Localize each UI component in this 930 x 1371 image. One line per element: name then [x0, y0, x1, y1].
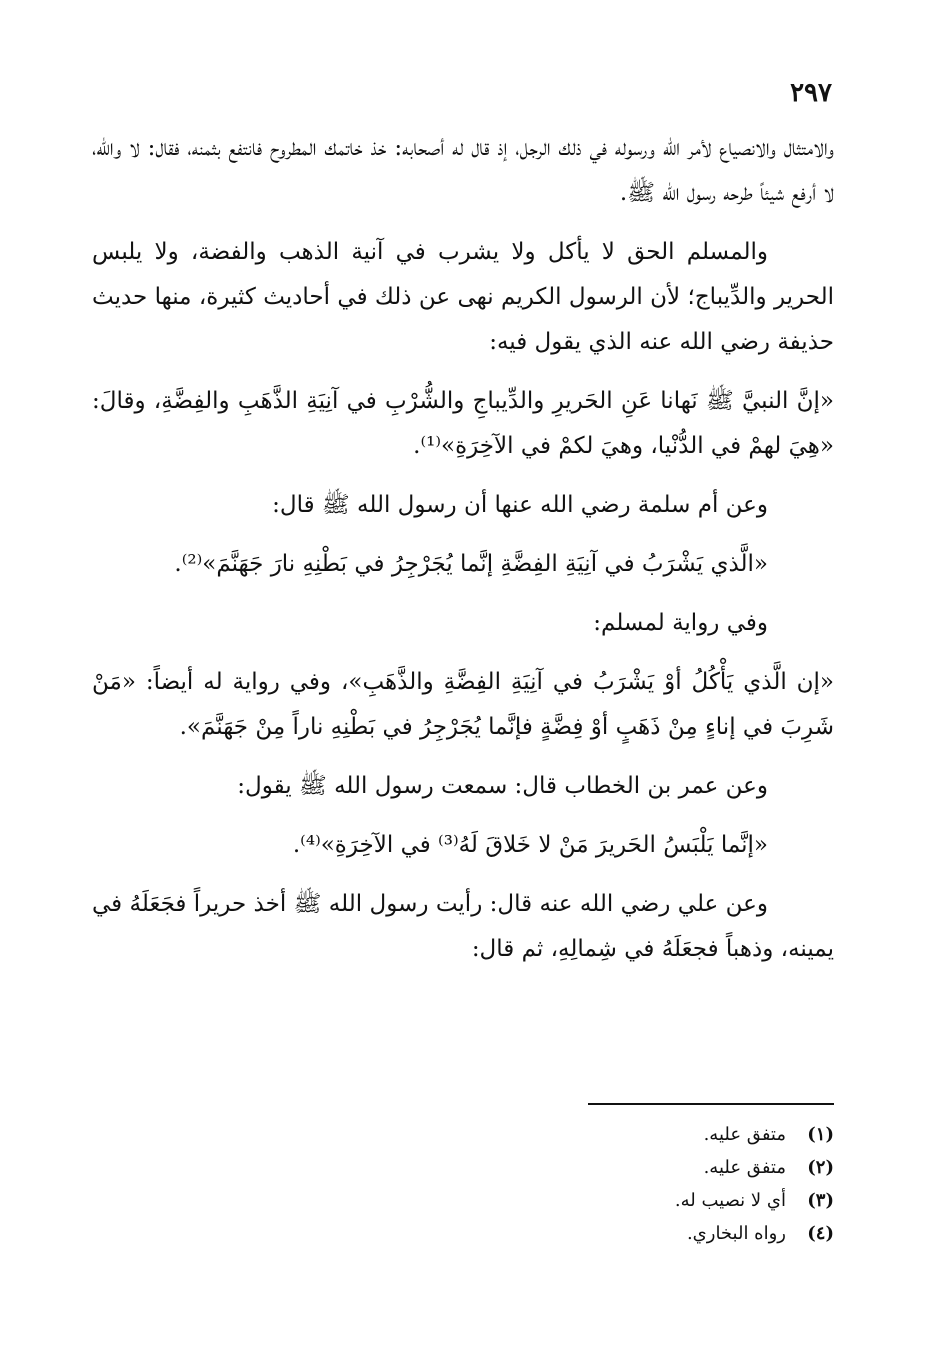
hadith-quote: «إنَّ النبيَّ ﷺ نَهانا عَنِ الحَريرِ والدِّيباجِ والشُّرْبِ في آنِيَةِ الذَّهَبِ والفِضَّةِ، وقالَ: «هِيَ لهمْ في الدُّنْيا، وهيَ لكمْ في الآخِرَةِ»⁽¹⁾. [92, 388, 834, 459]
footnote-number: (٢) [807, 1157, 834, 1178]
footnotes [334, 1118, 834, 1250]
hadith-quote: «إن الَّذي يَأْكُلُ أوْ يَشْرَبُ في آنِيَةِ الفِضَّةِ والذَّهَبِ»، وفي رواية له أيضاً: «مَنْ شَرِبَ في إناءٍ مِنْ ذَهَبٍ أوْ فِضَّةٍ فإنَّما يُجَرْجِرُ في بَطْنِهِ ناراً مِنْ جَهَنَّمَ». [92, 669, 834, 740]
paragraph: وفي رواية لمسلم: [593, 610, 768, 636]
paragraph: وعن علي رضي الله عنه قال: رأيت رسول الله ﷺ أخذ حريراً فجَعَلَهُ في يمينه، وذهباً فجعَلَهُ في شِمالِهِ، ثم قال: [92, 891, 834, 962]
footnote-item [334, 1151, 834, 1184]
footnote-text: متفق عليه. [703, 1124, 786, 1145]
page-number: ٢٩٧ [790, 78, 832, 108]
footnote-item [334, 1118, 834, 1151]
paragraph: والمسلم الحق لا يأكل ولا يشرب في آنية الذهب والفضة، ولا يلبس الحرير والدِّيباج؛ لأن الرسول الكريم نهى عن ذلك في أحاديث كثيرة، منها حديث حذيفة رضي الله عنه الذي يقول فيه: [92, 239, 834, 355]
footnote-text: أي لا نصيب له. [674, 1190, 786, 1211]
hadith-quote: «الَّذي يَشْرَبُ في آنِيَةِ الفِضَّةِ إنَّما يُجَرْجِرُ في بَطْنِهِ نارَ جَهَنَّمَ»⁽²⁾. [174, 551, 768, 577]
hadith-quote: «إنَّما يَلْبَسُ الحَريرَ مَنْ لا خَلاقَ لَهُ⁽³⁾ في الآخِرَةِ»⁽⁴⁾. [292, 832, 768, 858]
paragraph: وعن عمر بن الخطاب قال: سمعت رسول الله ﷺ يقول: [237, 773, 768, 799]
footnote-number: (٣) [807, 1190, 834, 1211]
footnote-text: متفق عليه. [703, 1157, 786, 1178]
footnote-item [334, 1217, 834, 1250]
footnote-divider [588, 1103, 834, 1105]
body-text [92, 126, 834, 986]
footnote-number: (٤) [807, 1223, 834, 1244]
footnote-number: (١) [807, 1124, 834, 1145]
footnote-item [334, 1184, 834, 1217]
paragraph: والامتثال والانصياع لأمر الله ورسوله في ذلك الرجل، إذ قال له أصحابه: خذ خاتمك المطروح فانتفع بثمنه، فقال: لا والله، لا أرفع شيئاً طرحه رسول الله ﷺ. [92, 135, 834, 206]
paragraph: وعن أم سلمة رضي الله عنها أن رسول الله ﷺ قال: [272, 492, 768, 518]
footnote-text: رواه البخاري. [686, 1223, 786, 1244]
